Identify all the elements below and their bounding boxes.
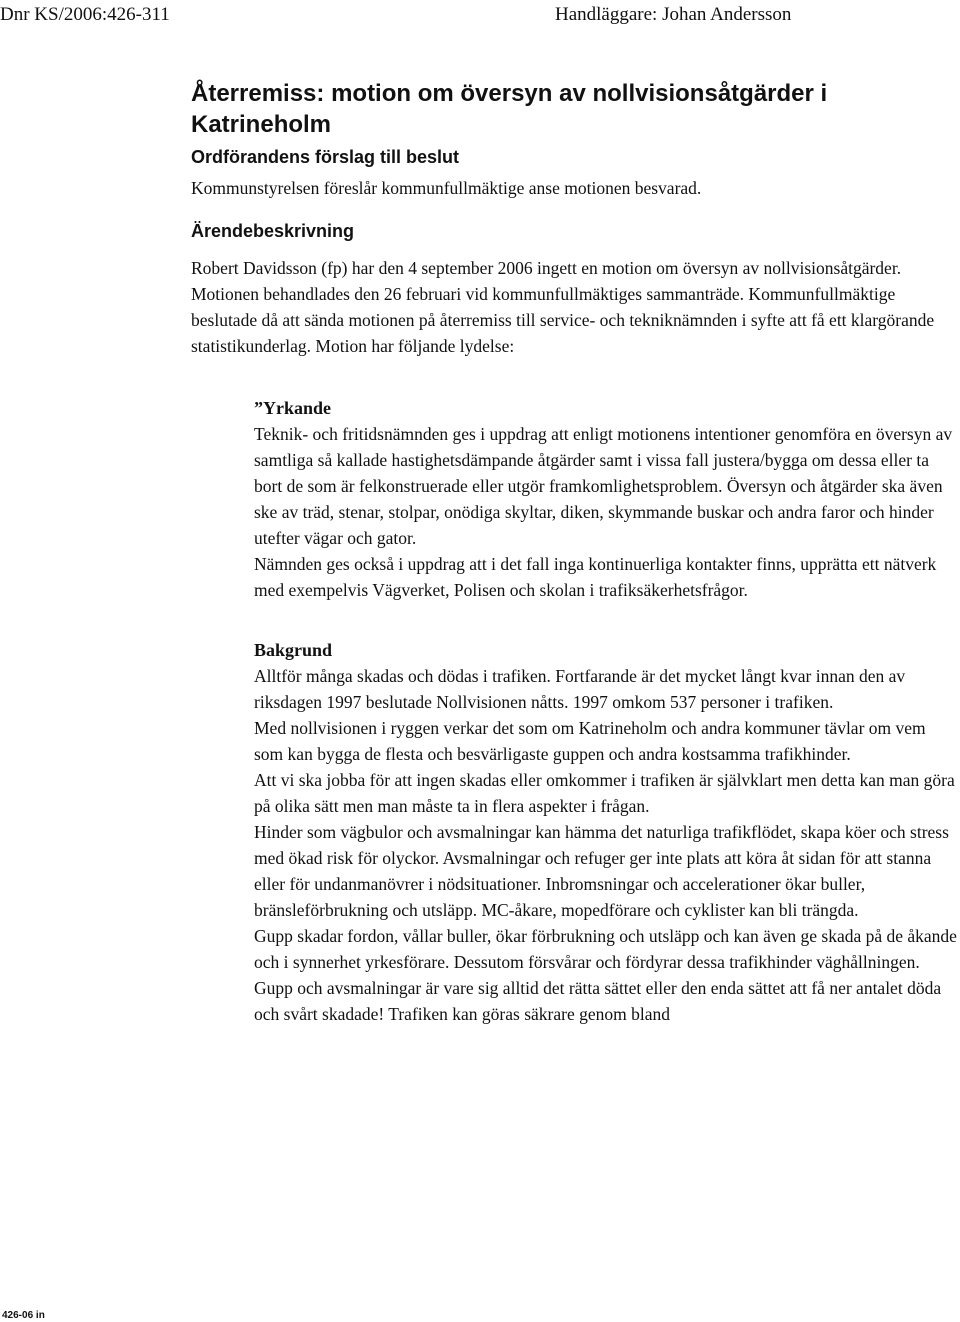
yrkande-paragraph: Nämnden ges också i uppdrag att i det fall inga kontinuerliga kontakter finns, upprätta ett nätverk med exempelvis Vägverket, Polisen och skolan i trafiksäkerhetsfrågor. xyxy=(254,554,937,600)
yrkande-quote xyxy=(254,395,959,603)
description-text: Robert Davidsson (fp) har den 4 september 2006 ingett en motion om översyn av nollvisionsåtgärder. Motionen behandlades den 26 februari vid kommunfullmäktiges sammanträde. Kommunfullmäktige beslutade då att sända motionen på återremiss till service- och tekniknämnden i syfte att få ett klargörande statistikunderlag. Motion har följande lydelse: xyxy=(191,258,935,356)
document-reference: Dnr KS/2006:426-311 xyxy=(0,4,170,25)
bakgrund-paragraph: Med nollvisionen i ryggen verkar det som om Katrineholm och andra kommuner tävlar om vem som kan bygga de flesta och besvärligaste guppen och andra kostsamma trafikhinder. xyxy=(254,718,926,764)
yrkande-heading: ”Yrkande xyxy=(254,398,332,418)
bakgrund-paragraph: Att vi ska jobba för att ingen skadas eller omkommer i trafiken är självklart men detta kan man göra på olika sätt men man måste ta in flera aspekter i frågan. xyxy=(254,770,955,816)
yrkande-paragraph: Teknik- och fritidsnämnden ges i uppdrag att enligt motionens intentioner genomföra en översyn av samtliga så kallade hastighetsdämpande åtgärder samt i vissa fall justera/bygga om dessa eller ta bort de som är felkonstruerade eller utgör framkomlighetsproblem. Översyn och åtgärder ska även ske av träd, stenar, stolpar, onödiga skyltar, diken, skymmande buskar och andra faror och hinder utefter vägar och gator. xyxy=(254,424,953,548)
bakgrund-paragraph: Hinder som vägbulor och avsmalningar kan hämma det naturliga trafikflödet, skapa köer och stress med ökad risk för olyckor. Avsmalningar och refuger ger inte plats att köra åt sidan för att stanna eller för undanmanövrer i nödsituationer. Inbromsningar och accelerationer ökar buller, bränsleförbrukning och utsläpp. MC-åkare, mopedförare och cyklister kan bli trängda. xyxy=(254,822,949,920)
bakgrund-paragraph: Alltför många skadas och dödas i trafiken. Fortfarande är det mycket långt kvar innan den av riksdagen 1997 beslutade Nollvisionen nåtts. 1997 omkom 537 personer i trafiken. xyxy=(254,666,906,712)
document-title: Återremiss: motion om översyn av nollvisionsåtgärder i Katrineholm xyxy=(191,80,828,138)
case-handler: Handläggare: Johan Andersson xyxy=(555,4,792,25)
bakgrund-section xyxy=(254,637,959,1027)
description-heading: Ärendebeskrivning xyxy=(191,221,355,241)
page-header xyxy=(0,4,960,28)
document-body xyxy=(191,78,959,1027)
bakgrund-paragraph: Gupp och avsmalningar är vare sig alltid det rätta sättet eller den enda sättet att få ner antalet döda och svårt skadade! Trafiken kan göras säkrare genom bland xyxy=(254,978,942,1024)
bakgrund-heading: Bakgrund xyxy=(254,640,333,660)
footer-stamp: 426-06 in xyxy=(2,1310,45,1321)
proposal-heading: Ordförandens förslag till beslut xyxy=(191,147,460,167)
proposal-text: Kommunstyrelsen föreslår kommunfullmäktige anse motionen besvarad. xyxy=(191,178,702,198)
bakgrund-paragraph: Gupp skadar fordon, vållar buller, ökar förbrukning och utsläpp och kan även ge skada på de åkande och i synnerhet yrkesförare. Dessutom försvårar och fördyrar dessa trafikhinder väghållningen. xyxy=(254,926,957,972)
